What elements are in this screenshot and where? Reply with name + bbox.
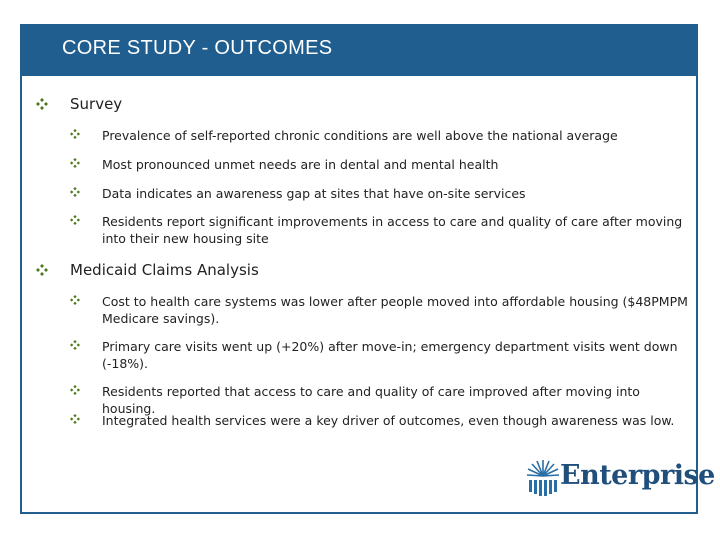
list-item-text: Most pronounced unmet needs are in dental and mental health <box>102 157 499 172</box>
list-item-text: Residents report significant improvements in access to care and quality of care after moving into their new housing site <box>102 214 683 246</box>
diamond-bullet-icon <box>70 129 82 141</box>
enterprise-wordmark: Enterprise <box>560 460 715 491</box>
slide-title: CORE STUDY - OUTCOMES <box>62 37 333 59</box>
diamond-bullet-icon <box>70 340 82 352</box>
list-item-text: Prevalence of self-reported chronic conditions are well above the national average <box>102 128 618 143</box>
diamond-bullet-icon <box>70 158 82 170</box>
section-label: Medicaid Claims Analysis <box>70 261 259 279</box>
enterprise-sunburst-icon <box>526 458 560 500</box>
diamond-bullet-icon <box>70 385 82 397</box>
enterprise-logo <box>526 456 715 500</box>
title-bar <box>22 26 696 76</box>
diamond-bullet-icon <box>70 295 82 307</box>
diamond-bullet-icon <box>70 187 82 199</box>
diamond-bullet-icon <box>70 414 82 426</box>
list-item-text: Data indicates an awareness gap at sites that have on-site services <box>102 186 526 201</box>
diamond-bullet-icon <box>36 98 48 110</box>
list-item-text: Cost to health care systems was lower after people moved into affordable housing ($48PMPM Medicare savings). <box>102 294 688 326</box>
list-item-text: Primary care visits went up (+20%) after move-in; emergency department visits went down (-18%). <box>102 339 678 371</box>
list-item-text: Integrated health services were a key driver of outcomes, even though awareness was low. <box>102 413 675 428</box>
section-label: Survey <box>70 95 123 113</box>
list-item-text: Residents reported that access to care and quality of care improved after moving into housing. <box>102 384 640 416</box>
diamond-bullet-icon <box>70 215 82 227</box>
diamond-bullet-icon <box>36 264 48 276</box>
